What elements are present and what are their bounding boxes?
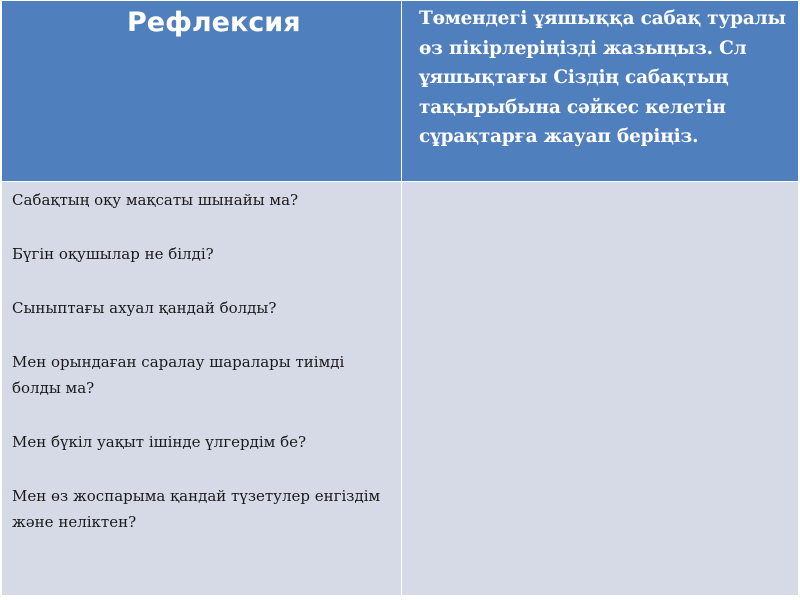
- question-item: Мен орындаған саралау шаралары тиімді болды ма?: [12, 353, 345, 397]
- questions-cell: [2, 182, 402, 596]
- question-item: Сыныптағы ахуал қандай болды?: [12, 299, 277, 317]
- answer-area[interactable]: [402, 182, 798, 595]
- reflection-table: [1, 0, 799, 596]
- header-instruction: Төмендегі ұяшыққа сабақ туралы өз пікірлеріңізді жазыңыз. Сл ұяшықтағы Сіздің сабақтың тақырыбына сәйкес келетін сұрақтарға жауап беріңіз.: [419, 8, 786, 147]
- question-item: Сабақтың оқу мақсаты шынайы ма?: [12, 191, 299, 209]
- table-body-row: [2, 182, 799, 596]
- question-item: Бүгін оқушылар не білді?: [12, 245, 214, 263]
- question-item: Мен бүкіл уақыт ішінде үлгердім бе?: [12, 433, 307, 451]
- question-list: [2, 182, 401, 535]
- header-instruction-cell: [402, 1, 799, 182]
- bottom-edge: [0, 596, 800, 600]
- header-title: Рефлексия: [127, 7, 301, 38]
- table-header-row: [2, 1, 799, 182]
- answer-cell[interactable]: [402, 182, 799, 596]
- question-item: Мен өз жоспарыма қандай түзетулер енгіздім және неліктен?: [12, 487, 381, 531]
- header-title-cell: [2, 1, 402, 182]
